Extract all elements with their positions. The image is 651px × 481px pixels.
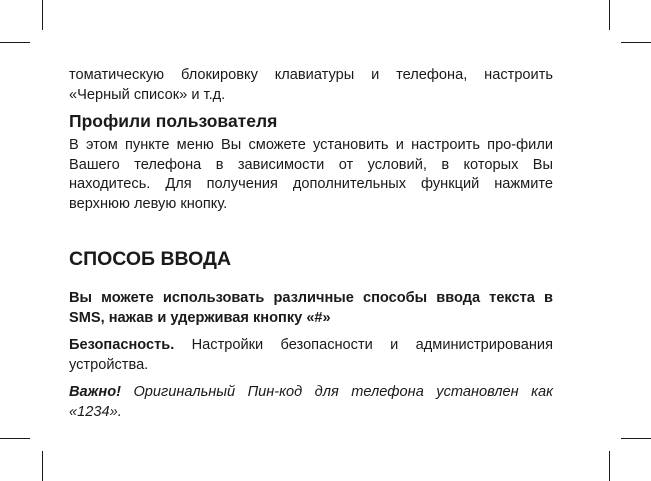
crop-mark [0,42,30,43]
intro-paragraph: томатическую блокировку клавиатуры и телефона, настроить «Черный список» и т.д. [69,67,553,103]
profiles-paragraph: В этом пункте меню Вы сможете установить и настроить про-фили Вашего телефона в зависимости от условий, в которых Вы находитесь. Для получения дополнительных функций нажмите верхнюю левую кнопку. [69,137,553,212]
input-method-lead: Вы можете использовать различные способы ввода текста в SMS, нажав и удерживая кнопку «#» [69,290,553,326]
important-paragraph [69,383,553,422]
crop-mark [0,438,30,439]
crop-mark [609,451,610,481]
crop-mark [621,42,651,43]
security-text: Настройки безопасности и администрирования устройства. [69,337,553,373]
profiles-heading: Профили пользователя [69,111,278,131]
crop-mark [621,438,651,439]
important-label: Важно! [69,384,121,400]
crop-mark [609,0,610,30]
security-label: Безопасность. [69,337,175,353]
page-content [69,66,553,422]
important-text: Оригинальный Пин-код для телефона установлен как «1234». [69,384,553,420]
crop-mark [42,451,43,481]
security-paragraph [69,336,553,375]
input-method-heading: СПОСОБ ВВОДА [69,248,232,270]
crop-mark [42,0,43,30]
